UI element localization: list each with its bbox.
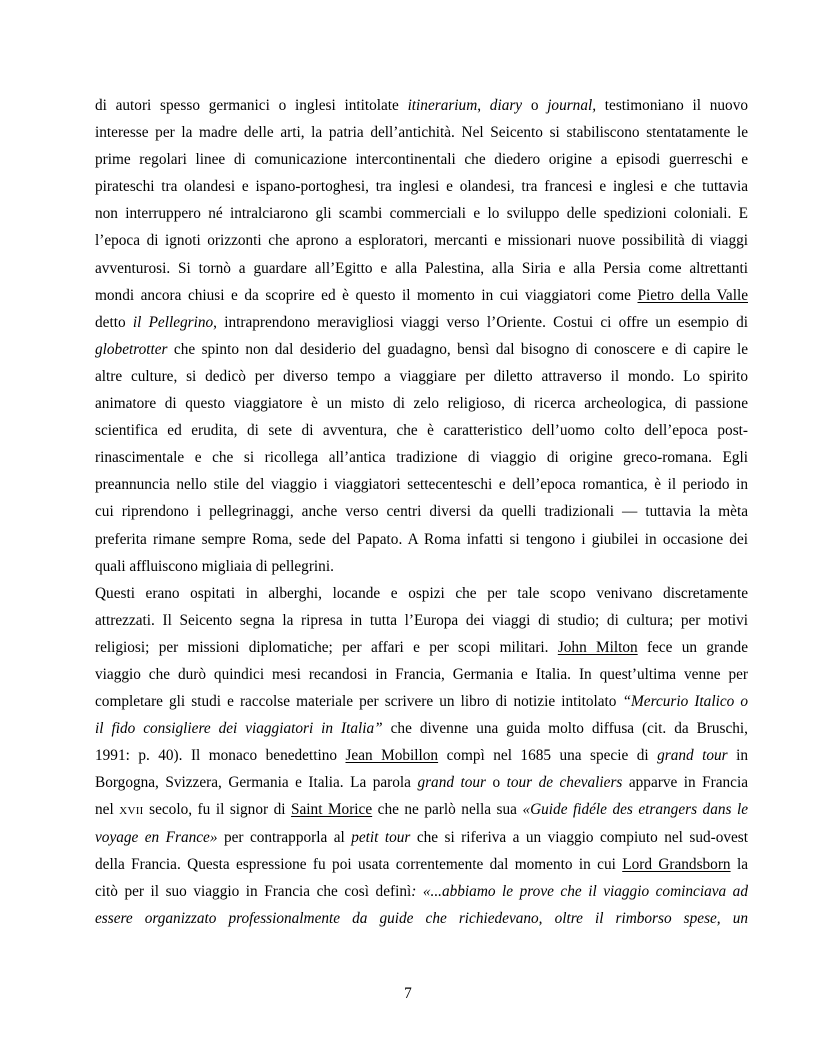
text-line: rinascimentale e che si ricollega all’antica tradizione di viaggio di origine greco-romana. Egli: [95, 449, 748, 467]
text-line: essere organizzato professionalmente da guide che richiedevano, oltre il rimborso spese, un: [95, 909, 748, 927]
text-line: Borgogna, Svizzera, Germania e Italia. La parola grand tour o tour de chevaliers apparve in Francia: [95, 774, 749, 792]
text-line: religiosi; per missioni diplomatiche; per affari e per scopi militari. John Milton fece un grande: [95, 638, 748, 656]
paragraph-2: [95, 580, 748, 932]
link-pietro-della-valle[interactable]: Pietro della Valle: [637, 286, 748, 304]
text-line: globetrotter che spinto non dal desiderio del guadagno, bensì dal bisogno di conoscere e di capire le: [95, 340, 748, 358]
text-line: mondi ancora chiusi e da scoprire ed è questo il momento in cui viaggiatori come Pietro della Valle: [95, 286, 748, 304]
text-line: l’epoca di ignoti orizzonti che aprono a esploratori, mercanti e missionari nuove possibilità di viaggi: [95, 232, 748, 250]
text-line: preferita rimane sempre Roma, sede del Papato. A Roma infatti si tengono i giubilei in occasione dei: [95, 530, 748, 548]
link-jean-mobillon[interactable]: Jean Mobillon: [345, 747, 439, 765]
text-line: di autori spesso germanici o inglesi intitolate itinerarium, diary o journal, testimoniano il nuovo: [95, 97, 748, 114]
text-line: attrezzati. Il Seicento segna la ripresa in tutta l’Europa dei viaggi di studio; di cultura; per motivi: [95, 611, 748, 629]
text-line: animatore di questo viaggiatore è un misto di zelo religioso, di ricerca archeologica, di passione: [95, 395, 748, 413]
text-line: citò per il suo viaggio in Francia che così definì: «...abbiamo le prove che il viaggio cominciava ad: [95, 882, 748, 900]
text-line: cui riprendono i pellegrinaggi, anche verso centri diversi da quelli tradizionali — tuttavia la mèta: [95, 503, 748, 521]
text-line: quali affluiscono migliaia di pellegrini.: [95, 557, 334, 575]
text-line: 1991: p. 40). Il monaco benedettino Jean Mobillon compì nel 1685 una specie di grand tour in: [95, 747, 749, 765]
text-line: voyage en France» per contrapporla al petit tour che si riferiva a un viaggio compiuto nel sud-ovest: [95, 828, 748, 846]
text-line: preannuncia nello stile del viaggio i viaggiatori settecenteschi e dell’epoca romantica, è il periodo in: [95, 476, 748, 494]
text-line: completare gli studi e raccolse materiale per scrivere un libro di notizie intitolato “Mercurio Italico o: [95, 693, 748, 711]
text-line: non interruppero né intralciarono gli scambi commerciali e lo sviluppo delle spedizioni coloniali. E: [95, 205, 748, 223]
link-saint-morice[interactable]: Saint Morice: [291, 801, 373, 819]
text-line: detto il Pellegrino, intraprendono meravigliosi viaggi verso l’Oriente. Costui ci offre un esempio di: [95, 313, 748, 331]
link-john-milton[interactable]: John Milton: [557, 638, 638, 656]
body-text: [95, 92, 748, 932]
text-line: prime regolari linee di comunicazione intercontinentali che diedero origine a episodi guerreschi e: [95, 151, 748, 169]
text-line: interesse per la madre delle arti, la patria dell’antichità. Nel Seicento si stabiliscono stentatamente le: [95, 124, 748, 142]
text-line: viaggio che durò quindici mesi recandosi in Francia, Germania e Italia. In quest’ultima venne per: [95, 665, 748, 683]
text-line: pirateschi tra olandesi e ispano-portoghesi, tra inglesi e olandesi, tra francesi e inglesi e che tuttavia: [95, 178, 748, 196]
page-number: 7: [404, 985, 412, 1002]
link-lord-grandsborn[interactable]: Lord Grandsborn: [622, 855, 731, 873]
paragraph-1: [95, 92, 748, 580]
text-line: altre culture, si dedicò per diverso tempo a viaggiare per diletto attraverso il mondo. Lo spirito: [95, 367, 748, 385]
text-line: scientifica ed erudita, di sete di avventura, che è caratteristico dell’uomo colto dell’epoca post-: [95, 422, 748, 440]
text-line: Questi erano ospitati in alberghi, locande e ospizi che per tale scopo venivano discretamente: [95, 584, 748, 602]
text-line: nel XVII secolo, fu il signor di Saint Morice che ne parlò nella sua «Guide fidéle des etrangers dans le: [95, 801, 748, 819]
text-line: della Francia. Questa espressione fu poi usata correntemente dal momento in cui Lord Grandsborn la: [95, 855, 748, 873]
text-line: avventurosi. Si tornò a guardare all’Egitto e alla Palestina, alla Siria e alla Persia come altrettanti: [95, 259, 748, 277]
text-line: il fido consigliere dei viaggiatori in Italia” che divenne una guida molto diffusa (cit. da Bruschi,: [95, 720, 748, 738]
